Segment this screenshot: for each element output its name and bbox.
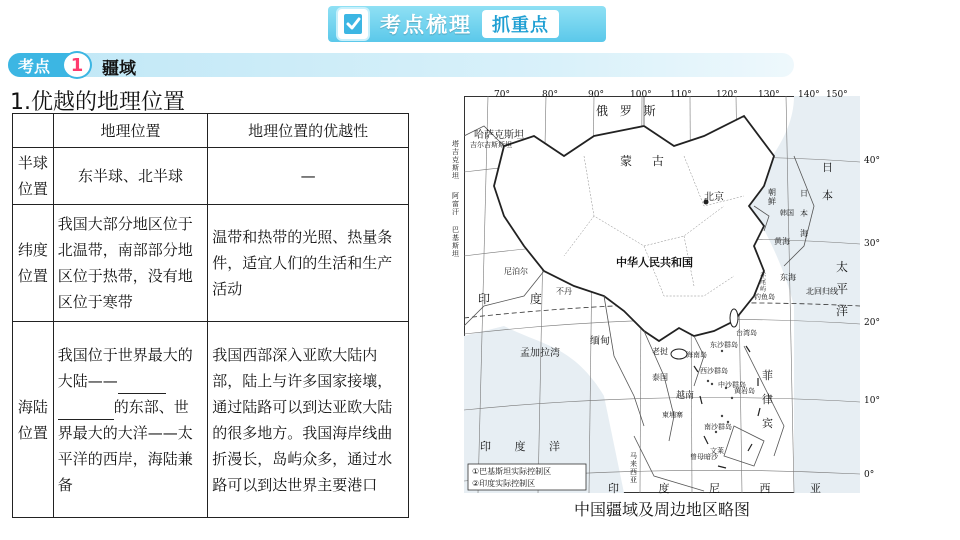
china-territory-map: [452, 90, 880, 495]
table-header: 地理位置: [53, 114, 208, 148]
page-heading: 1.优越的地理位置: [10, 90, 185, 115]
hainan-island: [671, 349, 687, 359]
fill-blank: [118, 393, 166, 394]
label-afghan: 阿富汗: [452, 192, 459, 216]
label-dongsha: 东沙群岛: [710, 341, 738, 349]
lon-label: 100°: [630, 90, 652, 100]
row-label: 纬度位置: [13, 205, 54, 322]
geo-position-table: [12, 113, 409, 518]
table-row: [13, 322, 409, 518]
label-china: 中华人民共和国: [616, 256, 693, 269]
lat-label: 0°: [864, 470, 875, 480]
label-indonesia: 印 度 尼 西 亚: [608, 482, 839, 495]
lat-label: 20°: [864, 318, 880, 328]
label-pacific: 太 平 洋: [836, 260, 849, 318]
label-philippines: 菲律宾: [762, 369, 773, 430]
label-brunei: 文莱: [710, 447, 724, 455]
label-east-sea: 东海: [780, 273, 796, 282]
lon-label: 150°: [826, 90, 848, 100]
label-diaoyu: 钓鱼岛: [754, 293, 775, 301]
label-beijing: 北京: [704, 192, 724, 203]
taiwan-island: [730, 309, 738, 327]
checklist-icon: [338, 9, 368, 39]
row-label: 半球位置: [13, 148, 54, 205]
label-chiwei: 赤尾屿: [760, 272, 767, 293]
label-cambodia: 柬埔寨: [662, 411, 683, 419]
label-pakistan: 巴基斯坦: [452, 226, 459, 258]
section-number: 1: [62, 51, 92, 79]
label-nepal: 尼泊尔: [504, 267, 528, 276]
label-malaysia: 马来西亚: [630, 452, 637, 484]
legend-item: ①巴基斯坦实际控制区: [472, 467, 552, 476]
banner-subtitle: 抓重点: [482, 10, 559, 38]
row-advantage: —: [208, 148, 409, 205]
lon-label: 120°: [716, 90, 738, 100]
row-advantage: 我国西部深入亚欧大陆内部，陆上与许多国家接壤，通过陆路可以到达亚欧大陆的很多地方。我国海岸线曲折漫长，岛屿众多，通过水路可以到达世界主要港口: [208, 322, 409, 518]
fill-blank: [58, 419, 114, 420]
lon-label: 70°: [494, 90, 510, 100]
label-sea-japan: 日本海: [800, 189, 808, 238]
row-position: [53, 322, 208, 518]
row-position: 东半球、北半球: [53, 148, 208, 205]
table-row: [13, 148, 409, 205]
position-text-after: 的东部、世界最大的大洋——太平洋的西岸，海陆兼备: [57, 397, 193, 494]
label-nansha: 南沙群岛: [704, 423, 732, 431]
label-hainan: 海南岛: [686, 351, 707, 359]
label-zengmu: 曾母暗沙: [690, 453, 718, 461]
row-advantage: 温带和热带的光照、热量条件，适宜人们的生活和生产活动: [208, 205, 409, 322]
position-text-before: 我国位于世界最大的大陆——: [57, 345, 193, 390]
label-bhutan: 不丹: [556, 287, 572, 296]
lon-label: 130°: [758, 90, 780, 100]
lat-label: 30°: [864, 239, 880, 249]
map-caption: 中国疆域及周边地区略图: [573, 500, 750, 519]
row-position: 我国大部分地区位于北温带，南部部分地区位于热带，没有地区位于寒带: [53, 205, 208, 322]
section-banner: [328, 6, 606, 42]
label-taiwan: 台湾岛: [736, 329, 757, 337]
label-indian-ocean: 印 度 洋: [480, 440, 570, 453]
table-row: [13, 205, 409, 322]
lat-label: 10°: [864, 396, 880, 406]
label-rok: 韩国: [780, 209, 794, 217]
label-japan: 日 本: [822, 161, 833, 202]
table-header: 地理位置的优越性: [208, 114, 409, 148]
label-bay-bengal: 孟加拉湾: [520, 348, 560, 359]
row-label: 海陆位置: [13, 322, 54, 518]
label-tropic: 北回归线: [806, 287, 838, 296]
label-kyrgyzstan: 吉尔吉斯斯坦: [470, 141, 512, 149]
lon-label: 140°: [798, 90, 820, 100]
label-myanmar: 缅甸: [590, 336, 610, 347]
label-kazakhstan: 哈萨克斯坦: [474, 130, 524, 141]
label-vietnam: 越南: [676, 391, 695, 401]
label-xisha: 西沙群岛: [700, 367, 728, 375]
table-corner: [13, 114, 54, 148]
banner-title: 考点梳理: [380, 13, 472, 37]
lat-label: 40°: [864, 156, 880, 166]
legend-item: ②印度实际控制区: [472, 479, 536, 488]
label-russia: 俄 罗 斯: [596, 104, 660, 118]
label-laos: 老挝: [652, 347, 668, 356]
section-tag: 考点: [8, 53, 72, 77]
lon-label: 110°: [670, 90, 692, 100]
section-title: 疆域: [102, 59, 136, 79]
label-dprk: 朝鲜: [768, 188, 776, 206]
lon-label: 80°: [542, 90, 558, 100]
lon-label: 90°: [588, 90, 604, 100]
label-mongolia: 蒙 古: [620, 154, 672, 168]
label-tajik: 塔吉克斯坦: [452, 140, 459, 180]
label-india: 印 度: [478, 292, 560, 306]
table-header-row: [13, 114, 409, 148]
label-yellow-sea: 黄海: [774, 237, 790, 246]
label-zhongsha: 中沙群岛: [718, 381, 746, 389]
label-huangyan: 黄岩岛: [734, 387, 755, 395]
label-thailand: 泰国: [652, 373, 668, 382]
